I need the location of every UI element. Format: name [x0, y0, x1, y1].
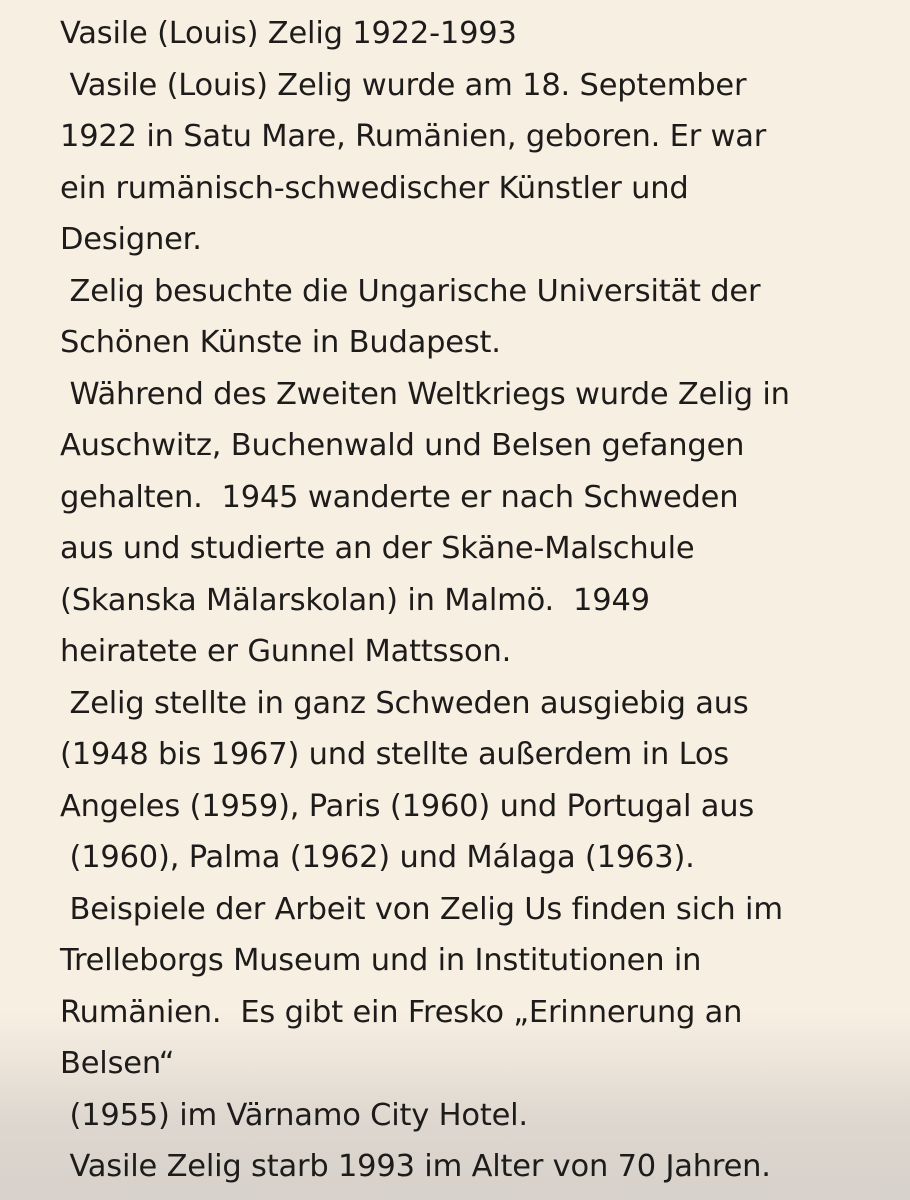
text-line: ein rumänisch-schwedischer Künstler und [60, 170, 689, 206]
text-line: Angeles (1959), Paris (1960) und Portugal aus [60, 788, 755, 824]
text-line: Zelig stellte in ganz Schweden ausgiebig aus [60, 685, 749, 721]
text-line: Rumänien. Es gibt ein Fresko „Erinnerung an [60, 994, 743, 1030]
text-line: Vasile Zelig starb 1993 im Alter von 70 Jahren. [60, 1149, 771, 1184]
document-title: Vasile (Louis) Zelig 1922-1993 [60, 16, 517, 51]
text-line: Beispiele der Arbeit von Zelig Us finden sich im [60, 891, 783, 927]
text-line: gehalten. 1945 wanderte er nach Schweden [60, 479, 739, 515]
text-line: Vasile (Louis) Zelig wurde am 18. September [60, 67, 747, 103]
document-text [60, 8, 900, 1193]
text-line: aus und studierte an der Skäne-Malschule [60, 531, 695, 566]
text-line: Während des Zweiten Weltkriegs wurde Zelig in [60, 376, 790, 412]
text-line: (1948 bis 1967) und stellte außerdem in Los [60, 737, 729, 772]
text-line: (1955) im Värnamo City Hotel. [60, 1097, 528, 1133]
text-line: (1960), Palma (1962) und Málaga (1963). [60, 840, 695, 875]
text-line: 1922 in Satu Mare, Rumänien, geboren. Er war [60, 119, 767, 154]
text-line: heiratete er Gunnel Mattsson. [60, 634, 512, 669]
text-line: (Skanska Mälarskolan) in Malmö. 1949 [60, 582, 650, 618]
text-line: Schönen Künste in Budapest. [60, 325, 501, 360]
text-line: Belsen“ [60, 1046, 175, 1081]
text-line: Zelig besuchte die Ungarische Universität der [60, 273, 761, 309]
text-line: Trelleborgs Museum und in Institutionen in [60, 943, 702, 978]
text-line: Auschwitz, Buchenwald und Belsen gefangen [60, 428, 745, 463]
text-line: Designer. [60, 222, 202, 257]
